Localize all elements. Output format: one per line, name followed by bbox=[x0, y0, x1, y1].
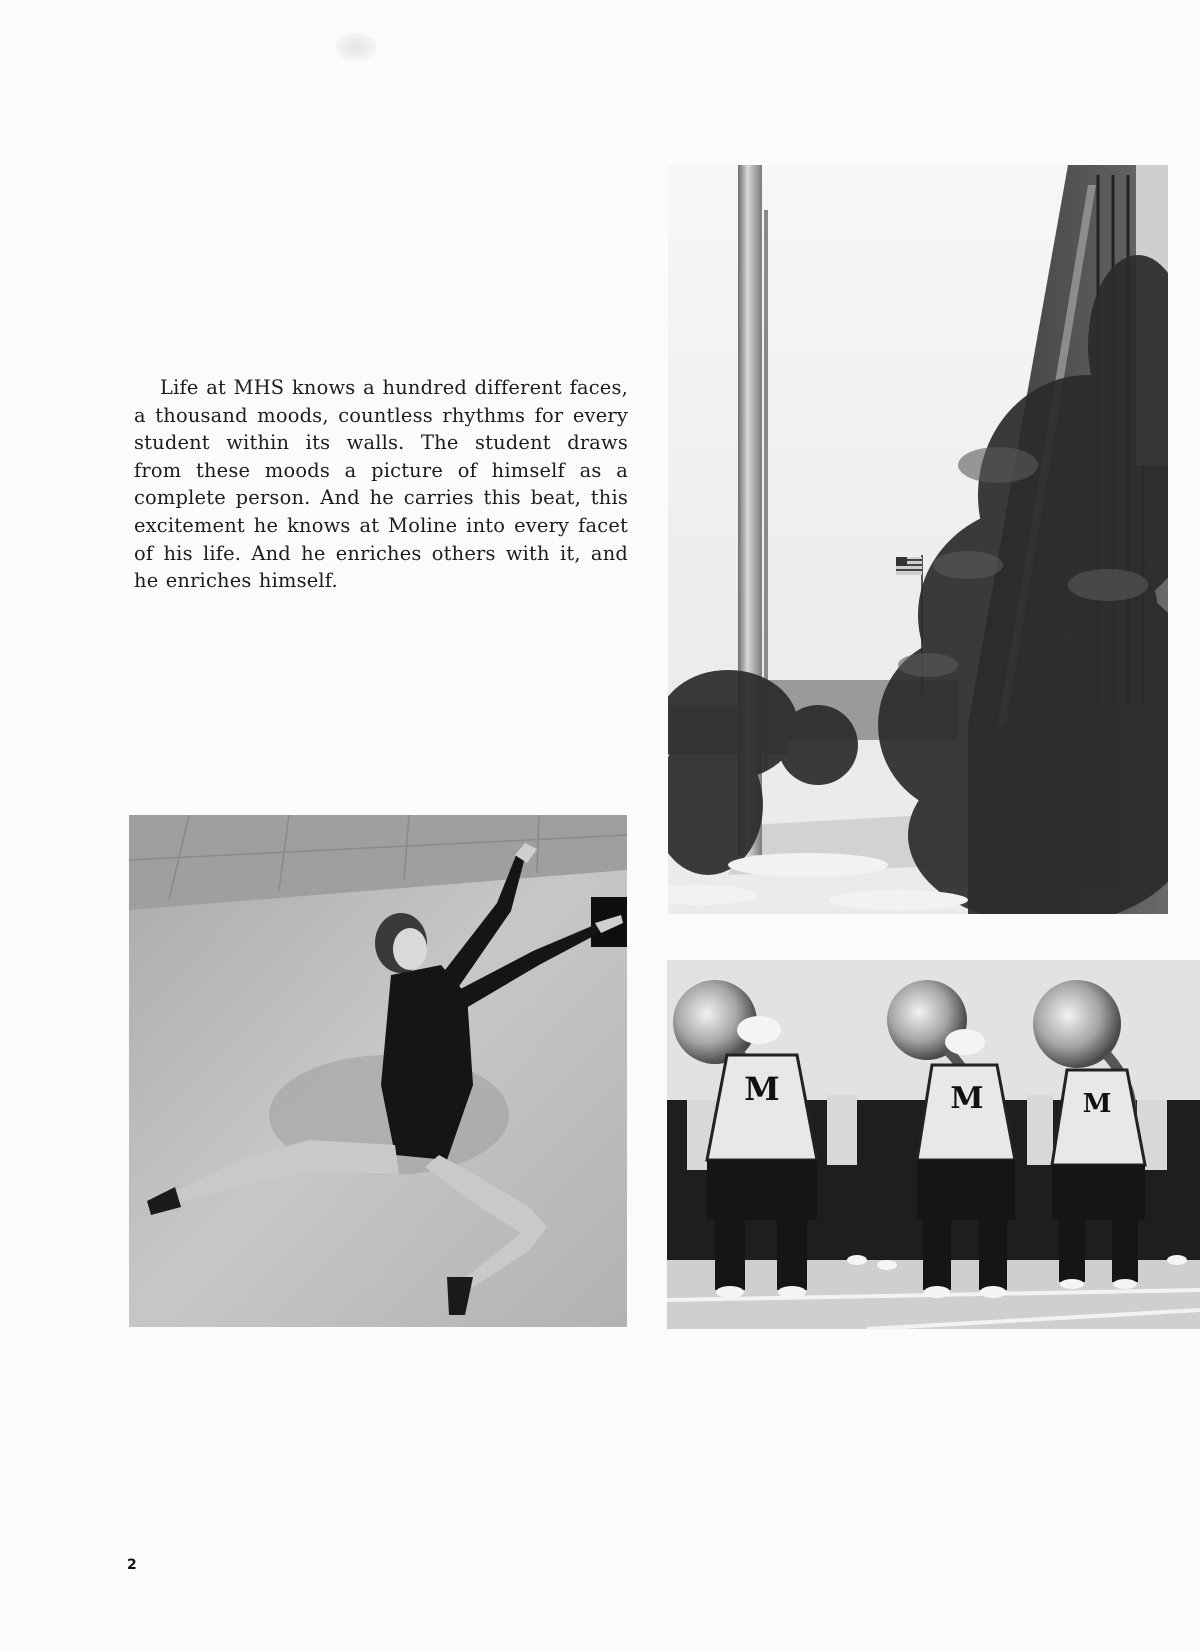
school-building-photo bbox=[668, 165, 1168, 914]
uniform-letter: M bbox=[950, 1081, 984, 1116]
marching-band-photo bbox=[667, 960, 1200, 1329]
intro-paragraph: Life at MHS knows a hundred different faces, a thousand moods, countless rhythms for every student within its walls. The student draws from these moods a picture of himself as a complete person. And he carries this beat, this excitement he knows at Moline into every facet of his life. And he enriches others with it, and he enriches himself. bbox=[134, 376, 628, 593]
dancer-illustration bbox=[129, 815, 627, 1327]
uniform-letter: M bbox=[1082, 1089, 1112, 1119]
school-building-illustration bbox=[668, 165, 1168, 914]
dancer-photo bbox=[129, 815, 627, 1327]
page-number: 2 bbox=[127, 1557, 137, 1573]
marching-band-illustration bbox=[667, 960, 1200, 1329]
page-smudge bbox=[335, 33, 377, 61]
uniform-letter: M bbox=[744, 1070, 780, 1108]
